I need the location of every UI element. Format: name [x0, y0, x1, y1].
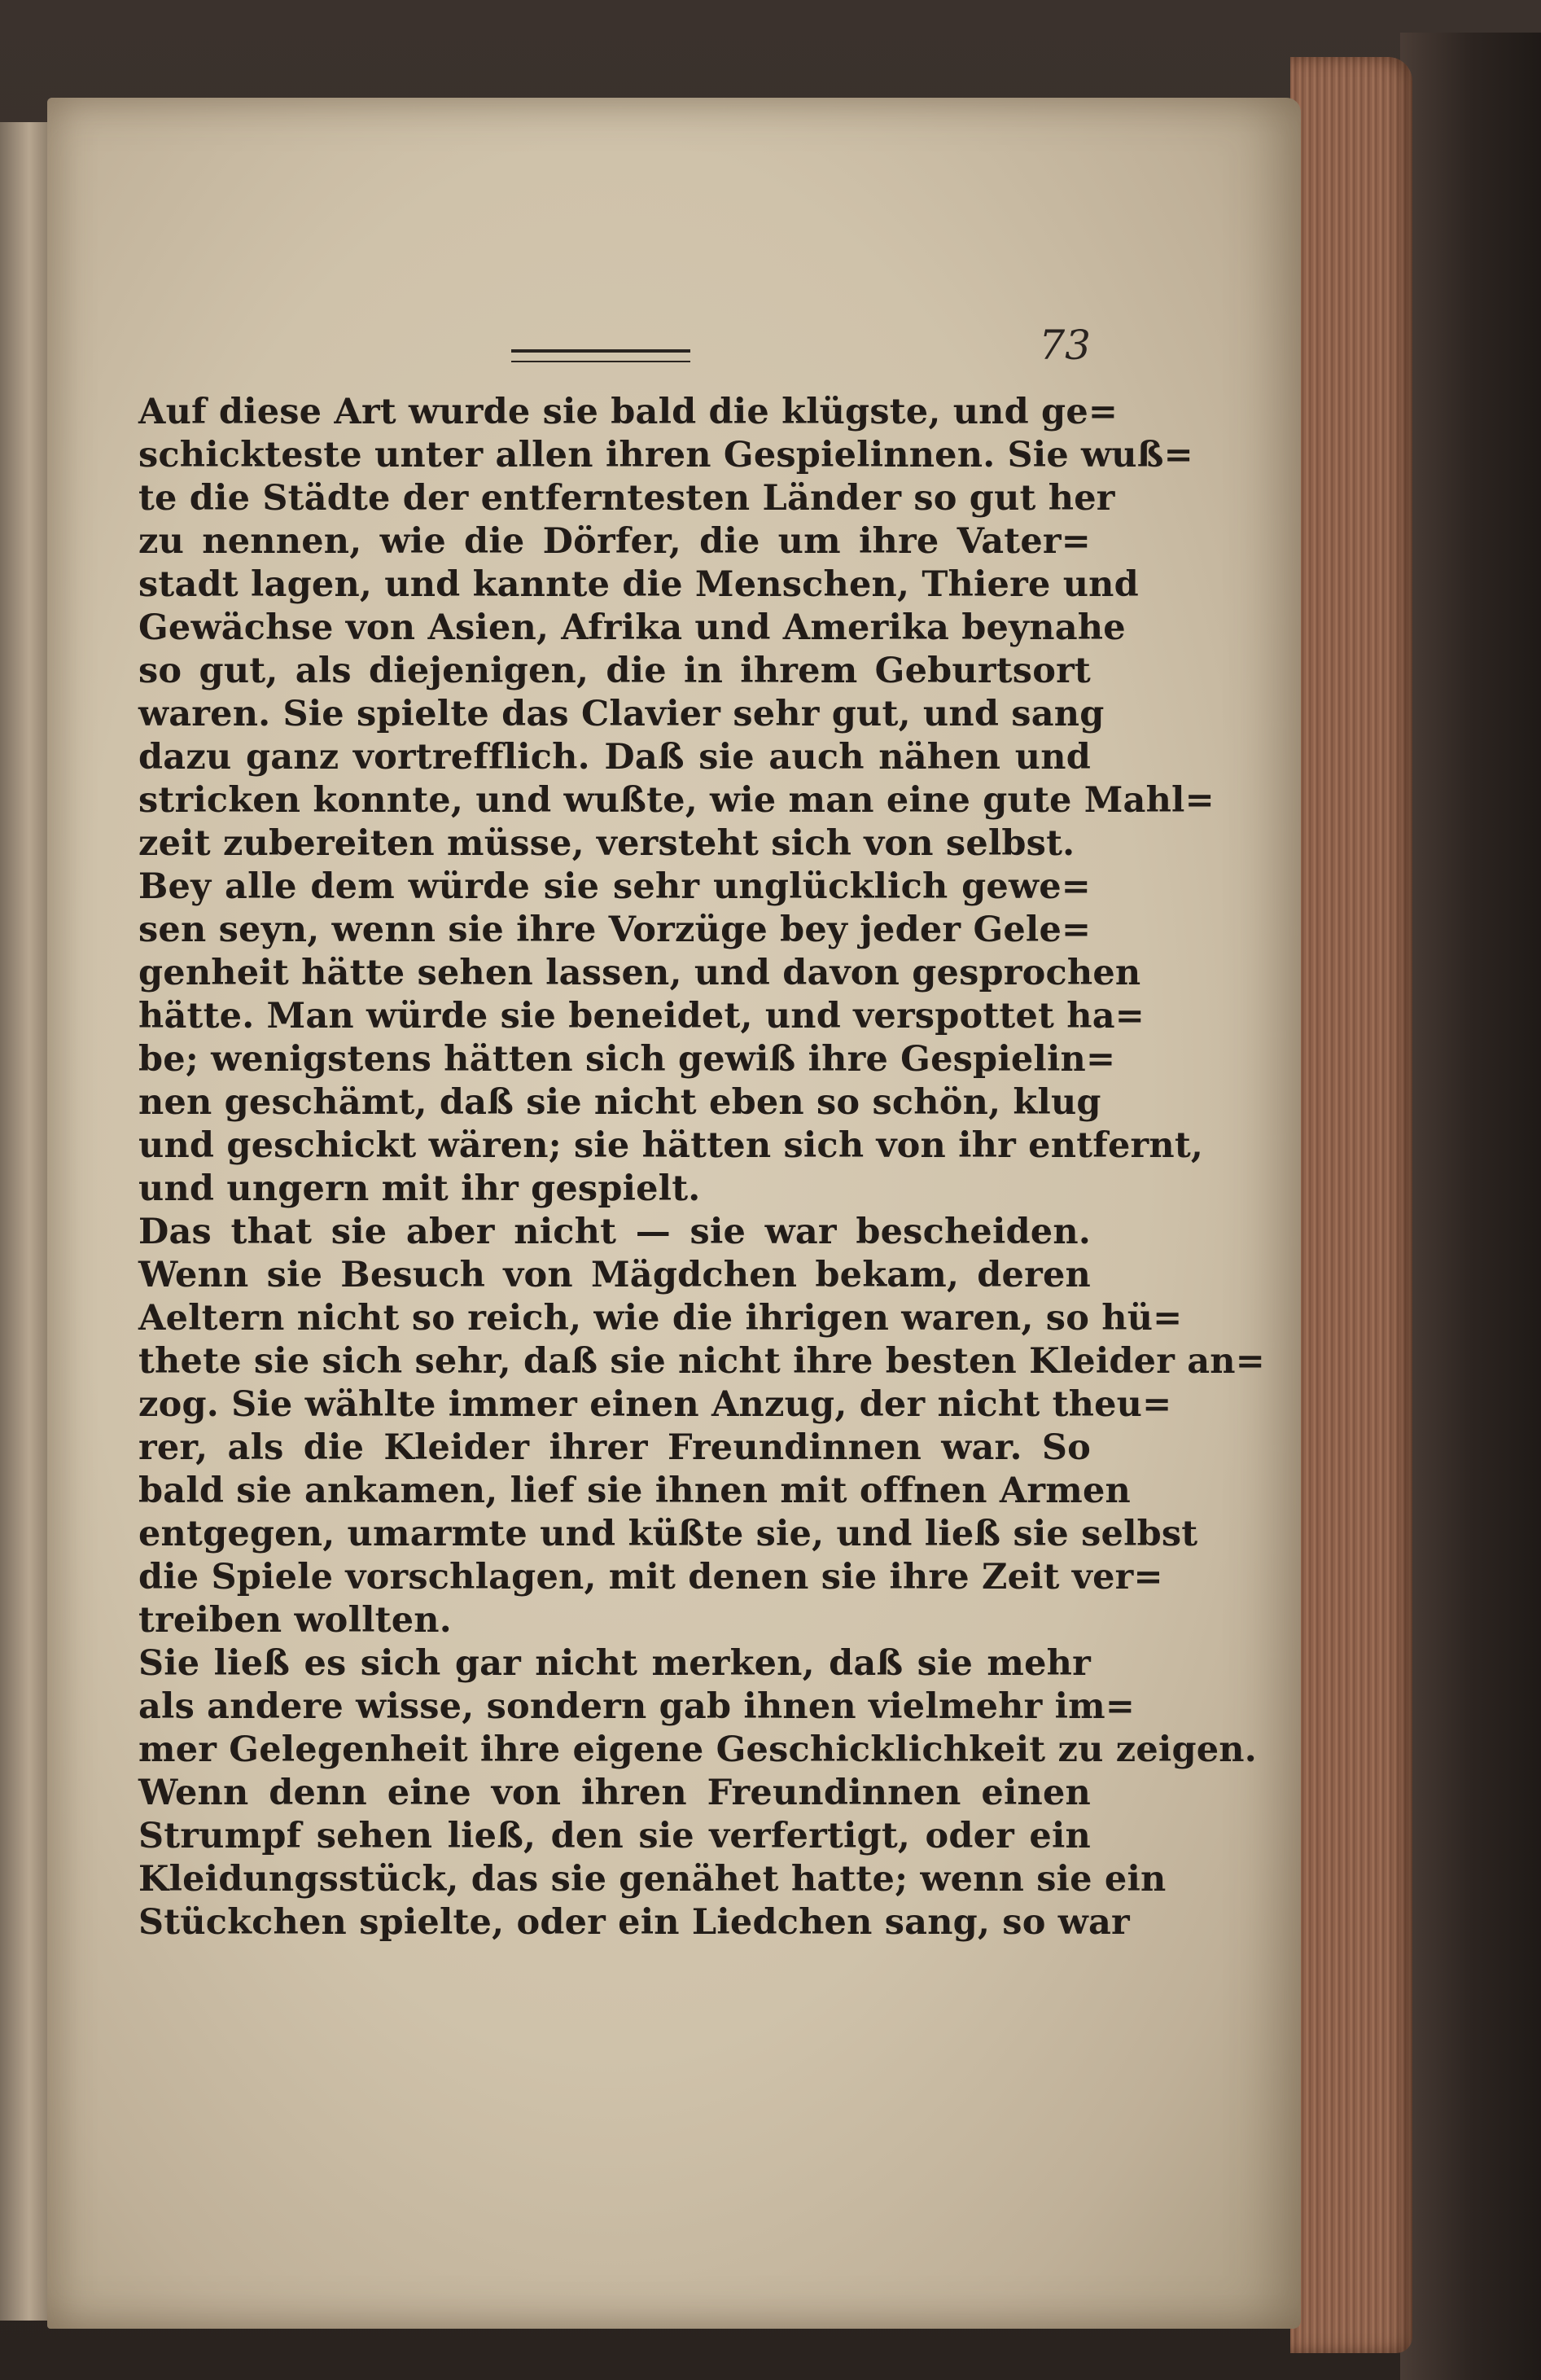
page-body-text — [138, 391, 1265, 1944]
text-line: zu nennen, wie die Dörfer, die um ihre Vater= — [138, 521, 1091, 562]
text-line: die Spiele vorschlagen, mit denen sie ihre Zeit ver= — [138, 1557, 1163, 1598]
text-line: thete sie sich sehr, daß sie nicht ihre besten Kleider an= — [138, 1341, 1265, 1382]
text-line: Wenn sie Besuch von Mägdchen bekam, deren — [138, 1255, 1091, 1295]
text-line: Wenn denn eine von ihren Freundinnen einen — [138, 1773, 1091, 1813]
page-block-edge — [1290, 57, 1412, 2353]
text-line: Kleidungsstück, das sie genähet hatte; wenn sie ein — [138, 1859, 1167, 1900]
page-header — [210, 322, 1105, 379]
text-line: Auf diese Art wurde sie bald die klügste, und ge= — [138, 392, 1119, 432]
text-line: und geschickt wären; sie hätten sich von ihr entfernt, — [138, 1125, 1204, 1166]
text-line: Strumpf sehen ließ, den sie verfertigt, oder ein — [138, 1816, 1091, 1856]
text-line: stadt lagen, und kannte die Menschen, Thiere und — [138, 564, 1139, 605]
text-line: schickteste unter allen ihren Gespielinnen. Sie wuß= — [138, 435, 1193, 476]
page-number: 73 — [1039, 322, 1091, 369]
text-line: stricken konnte, und wußte, wie man eine gute Mahl= — [138, 780, 1215, 821]
text-line: genheit hätte sehen lassen, und davon gesprochen — [138, 953, 1141, 993]
text-line: entgegen, umarmte und küßte sie, und ließ sie selbst — [138, 1514, 1198, 1554]
text-line: Aeltern nicht so reich, wie die ihrigen waren, so hü= — [138, 1298, 1183, 1339]
book-cover-edge — [1400, 33, 1541, 2380]
text-line: Das that sie aber nicht — sie war bescheiden. — [138, 1212, 1091, 1252]
text-line: dazu ganz vortrefflich. Daß sie auch nähen und — [138, 737, 1091, 778]
text-line: und ungern mit ihr gespielt. — [138, 1168, 701, 1209]
text-line: bald sie ankamen, lief sie ihnen mit offnen Armen — [138, 1471, 1131, 1511]
text-line: Bey alle dem würde sie sehr unglücklich gewe= — [138, 866, 1091, 907]
text-line: zog. Sie wählte immer einen Anzug, der nicht theu= — [138, 1384, 1172, 1425]
text-line: Sie ließ es sich gar nicht merken, daß sie mehr — [138, 1643, 1091, 1684]
text-line: Stückchen spielte, oder ein Liedchen sang, so war — [138, 1902, 1130, 1943]
text-line: be; wenigstens hätten sich gewiß ihre Gespielin= — [138, 1039, 1116, 1080]
text-line: waren. Sie spielte das Clavier sehr gut, und sang — [138, 694, 1105, 734]
text-line: mer Gelegenheit ihre eigene Geschicklichkeit zu zeigen. — [138, 1729, 1257, 1770]
text-line: so gut, als diejenigen, die in ihrem Geburtsort — [138, 651, 1091, 691]
text-line: Gewächse von Asien, Afrika und Amerika beynahe — [138, 607, 1126, 648]
text-line: hätte. Man würde sie beneidet, und verspottet ha= — [138, 996, 1145, 1037]
text-line: zeit zubereiten müsse, versteht sich von selbst. — [138, 823, 1075, 864]
text-line: rer, als die Kleider ihrer Freundinnen war. So — [138, 1427, 1091, 1468]
left-page-edge — [0, 122, 49, 2321]
text-line: te die Städte der entferntesten Länder so gut her — [138, 478, 1115, 519]
text-line: als andere wisse, sondern gab ihnen vielmehr im= — [138, 1686, 1136, 1727]
header-rule — [511, 349, 690, 362]
text-line: sen seyn, wenn sie ihre Vorzüge bey jeder Gele= — [138, 909, 1092, 950]
text-line: nen geschämt, daß sie nicht eben so schön, klug — [138, 1082, 1101, 1123]
text-line: treiben wollten. — [138, 1600, 452, 1641]
